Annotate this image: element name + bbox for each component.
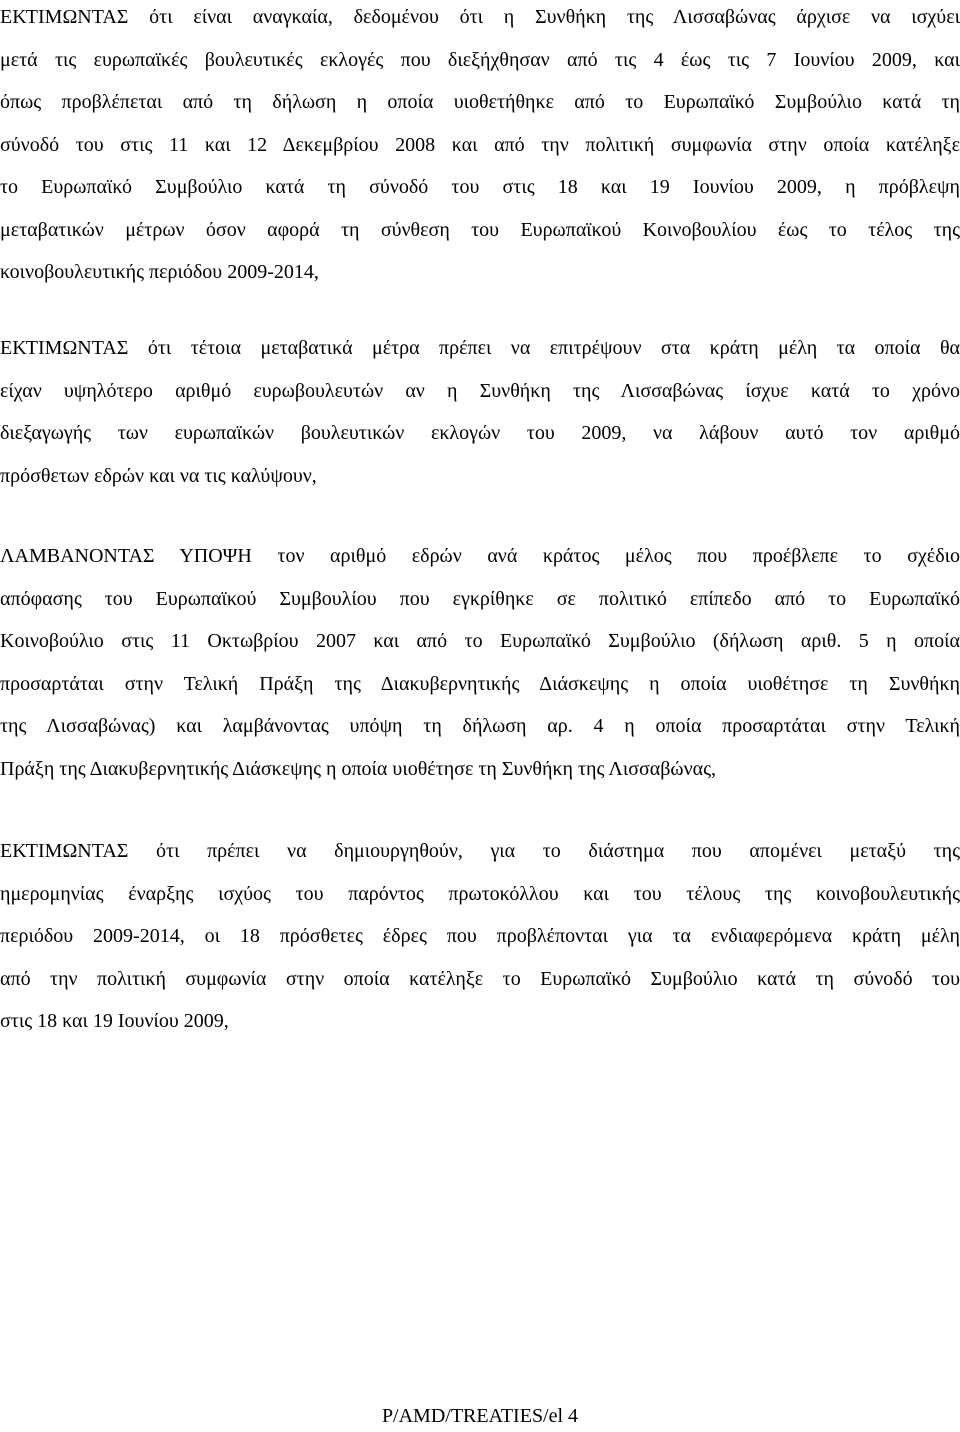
paragraph-recital-4 [0, 830, 960, 1043]
paragraph-line: της Λισσαβώνας) και λαμβάνοντας υπόψη τη δήλωση αρ. 4 η οποία προσαρτάται στην Τελική [0, 715, 960, 737]
paragraph-line: μεταβατικών μέτρων όσον αφορά τη σύνθεση του Ευρωπαϊκού Κοινοβουλίου έως το τέλος της [0, 218, 960, 241]
paragraph-recital-2 [0, 327, 960, 497]
paragraph-line: ΕΚΤΙΜΩΝΤΑΣ ότι πρέπει να δημιουργηθούν, για το διάστημα που απομένει μεταξύ της [0, 840, 960, 862]
paragraph-line: πρόσθετων εδρών και να τις καλύψουν, [0, 464, 317, 487]
paragraph-line: ΕΚΤΙΜΩΝΤΑΣ ότι είναι αναγκαία, δεδομένου ότι η Συνθήκη της Λισσαβώνας άρχισε να ισχύει [0, 6, 960, 28]
paragraph-line: κοινοβουλευτικής περιόδου 2009-2014, [0, 261, 319, 283]
paragraph-line: απόφασης του Ευρωπαϊκού Συμβουλίου που εγκρίθηκε σε πολιτικό επίπεδο από το Ευρωπαϊκό [0, 587, 960, 610]
paragraph-recital-3 [0, 535, 960, 790]
paragraph-line: σύνοδό του στις 11 και 12 Δεκεμβρίου 2008 και από την πολιτική συμφωνία στην οποία κατέληξε [0, 133, 960, 156]
paragraph-line: ΛΑΜΒΑΝΟΝΤΑΣ ΥΠΟΨΗ τον αριθμό εδρών ανά κράτος μέλος που προέβλεπε το σχέδιο [0, 545, 960, 567]
paragraph-line: ΕΚΤΙΜΩΝΤΑΣ ότι τέτοια μεταβατικά μέτρα πρέπει να επιτρέψουν στα κράτη μέλη τα οποία θα [0, 337, 960, 359]
paragraph-line: είχαν υψηλότερο αριθμό ευρωβουλευτών αν η Συνθήκη της Λισσαβώνας ίσχυε κατά το χρόνο [0, 379, 960, 402]
paragraph-recital-1 [0, 0, 960, 294]
paragraph-line: από την πολιτική συμφωνία στην οποία κατέληξε το Ευρωπαϊκό Συμβούλιο κατά τη σύνοδό του [0, 967, 960, 990]
paragraph-line: διεξαγωγής των ευρωπαϊκών βουλευτικών εκλογών του 2009, να λάβουν αυτό τον αριθμό [0, 422, 960, 444]
paragraph-line: προσαρτάται στην Τελική Πράξη της Διακυβερνητικής Διάσκεψης η οποία υιοθέτησε τη Συνθήκη [0, 672, 960, 695]
paragraph-line: στις 18 και 19 Ιουνίου 2009, [0, 1010, 229, 1032]
paragraph-line: το Ευρωπαϊκό Συμβούλιο κατά τη σύνοδό του στις 18 και 19 Ιουνίου 2009, η πρόβλεψη [0, 176, 960, 198]
paragraph-line: όπως προβλέπεται από τη δήλωση η οποία υιοθετήθηκε από το Ευρωπαϊκό Συμβούλιο κατά τη [0, 91, 960, 113]
paragraph-line: περιόδου 2009-2014, οι 18 πρόσθετες έδρες που προβλέπονται για τα ενδιαφερόμενα κράτη μέλη [0, 925, 960, 947]
page-footer-reference: P/AMD/TREATIES/el 4 [381, 1405, 579, 1427]
paragraph-line: Κοινοβούλιο στις 11 Οκτωβρίου 2007 και από το Ευρωπαϊκό Συμβούλιο (δήλωση αριθ. 5 η οποία [0, 630, 960, 652]
paragraph-line: Πράξη της Διακυβερνητικής Διάσκεψης η οποία υιοθέτησε τη Συνθήκη της Λισσαβώνας, [0, 757, 717, 780]
paragraph-line: ημερομηνίας έναρξης ισχύος του παρόντος πρωτοκόλλου και του τέλους της κοινοβουλευτικής [0, 882, 960, 905]
paragraph-line: μετά τις ευρωπαϊκές βουλευτικές εκλογές που διεξήχθησαν από τις 4 έως τις 7 Ιουνίου 2009, και [0, 48, 960, 71]
